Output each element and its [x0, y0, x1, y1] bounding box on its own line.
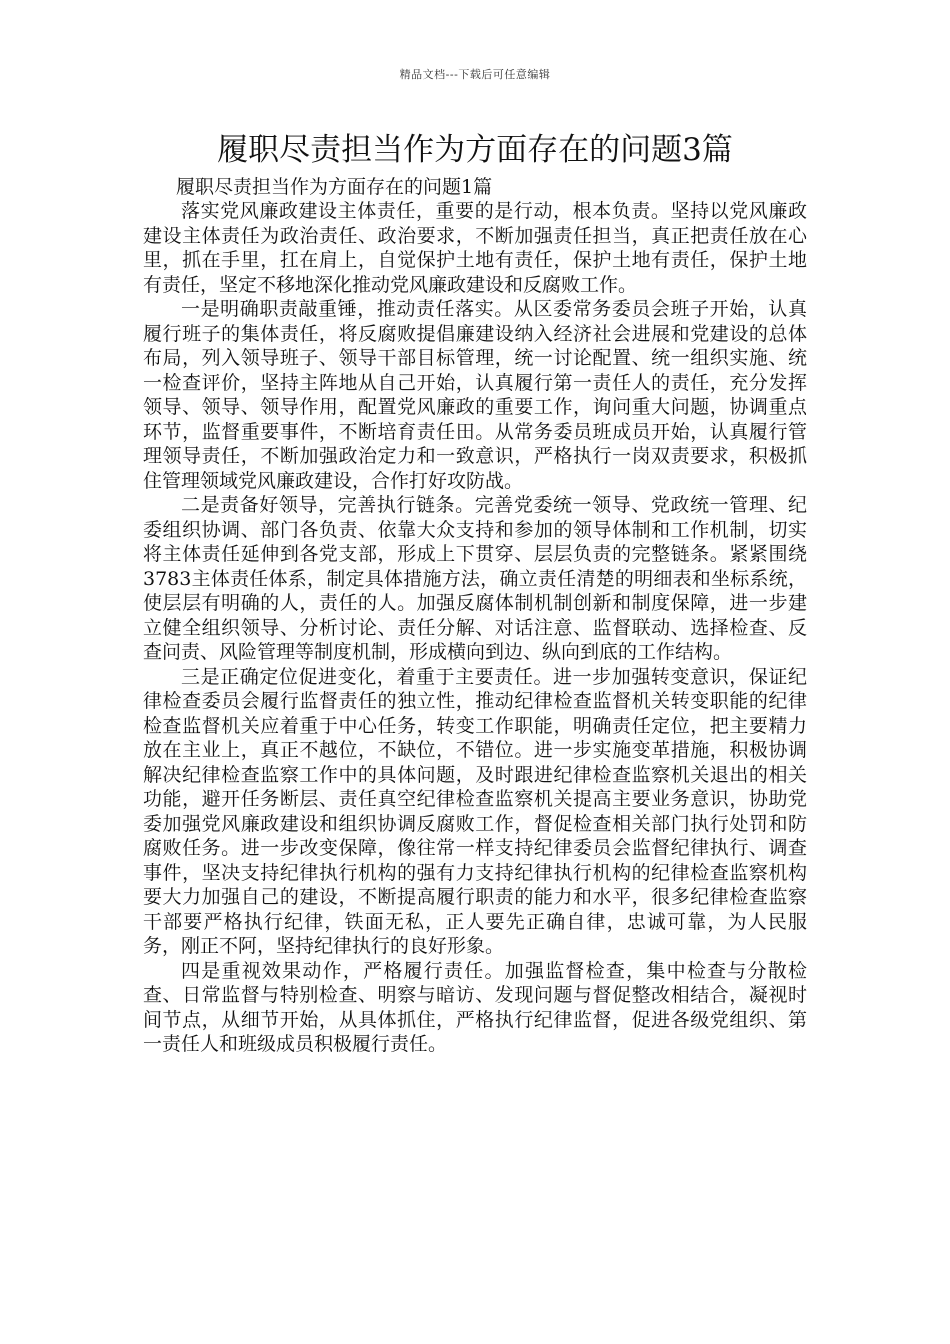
- section-subtitle: 履职尽责担当作为方面存在的问题1篇: [176, 176, 493, 198]
- paragraph-point-two: 二是责备好领导，完善执行链条。完善党委统一领导、党政统一管理、纪委组织协调、部门各负责、依靠大众支持和参加的领导体制和工作机制，切实将主体责任延伸到各党支部，形成上下贯穿、层层负责的完整链条。紧紧围绕3783主体责任体系，制定具体措施方法，确立责任清楚的明细表和坐标系统，使层层有明确的人，责任的人。加强反腐体制机制创新和制度保障，进一步建立健全组织领导、分析讨论、责任分解、对话注意、监督联动、选择检查、反查问责、风险管理等制度机制，形成横向到边、纵向到底的工作结构。: [143, 494, 807, 663]
- header-note: 精品文档---下载后可任意编辑: [399, 68, 551, 81]
- paragraph-point-one: 一是明确职责敲重锤，推动责任落实。从区委常务委员会班子开始，认真履行班子的集体责任，将反腐败提倡廉建设纳入经济社会进展和党建设的总体布局，列入领导班子、领导干部目标管理，统一讨论配置、统一组织实施、统一检查评价，坚持主阵地从自己开始，认真履行第一责任人的责任，充分发挥领导、领导、领导作用，配置党风廉政的重要工作，询问重大问题，协调重点环节，监督重要事件，不断培育责任田。从常务委员班成员开始，认真履行管理领导责任，不断加强政治定力和一致意识，严格执行一岗双责要求，积极抓住管理领域党风廉政建设，合作打好攻防战。: [143, 298, 807, 492]
- paragraph-point-four: 四是重视效果动作，严格履行责任。加强监督检查，集中检查与分散检查、日常监督与特别检查、明察与暗访、发现问题与督促整改相结合，凝视时间节点，从细节开始，从具体抓住，严格执行纪律监督，促进各级党组织、第一责任人和班级成员积极履行责任。: [143, 959, 807, 1055]
- document-body: [143, 199, 807, 1057]
- paragraph-point-three: 三是正确定位促进变化，着重于主要责任。进一步加强转变意识，保证纪律检查委员会履行监督责任的独立性，推动纪律检查监督机关转变职能的纪律检查监督机关应着重于中心任务，转变工作职能，明确责任定位，把主要精力放在主业上，真正不越位，不缺位，不错位。进一步实施变革措施，积极协调解决纪律检查监察工作中的具体问题，及时跟进纪律检查监察机关退出的相关功能，避开任务断层、责任真空纪律检查监察机关提高主要业务意识，协助党委加强党风廉政建设和组织协调反腐败工作，督促检查相关部门执行处罚和防腐败任务。进一步改变保障，像往常一样支持纪律委员会监督纪律执行、调查事件，坚决支持纪律执行机构的强有力支持纪律执行机构的纪律检查监察机构要大力加强自己的建设，不断提高履行职责的能力和水平，很多纪律检查监察干部要严格执行纪律，铁面无私，正人要先正确自律，忠诚可靠，为人民服务，刚正不阿，坚持纪律执行的良好形象。: [143, 665, 807, 957]
- document-title: 履职尽责担当作为方面存在的问题3篇: [217, 132, 733, 168]
- paragraph-intro: 落实党风廉政建设主体责任，重要的是行动，根本负责。坚持以党风廉政建设主体责任为政治责任、政治要求，不断加强责任担当，真正把责任放在心里，抓在手里，扛在肩上，自觉保护土地有责任，保护土地有责任，保护土地有责任，坚定不移地深化推动党风廉政建设和反腐败工作。: [143, 200, 807, 296]
